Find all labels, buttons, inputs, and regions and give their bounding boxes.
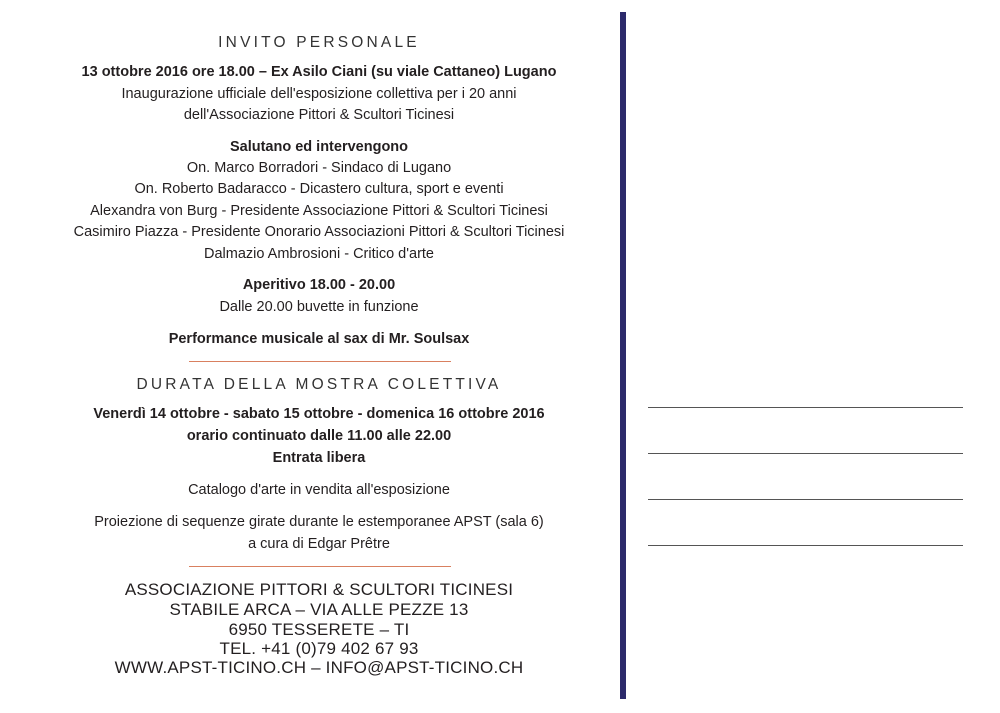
performance-line: Performance musicale al sax di Mr. Soulsax	[168, 331, 470, 347]
exhibition-title: DURATA DELLA MOSTRA COLETTIVA	[136, 376, 502, 393]
address-web: WWW.APST-TICINO.CH – INFO@APST-TICINO.CH	[114, 658, 524, 677]
exhibition-entry: Entrata libera	[272, 450, 366, 466]
speaker-item: Dalmazio Ambrosioni - Critico d'arte	[203, 246, 434, 262]
speaker-item: On. Marco Borradori - Sindaco di Lugano	[186, 160, 452, 176]
address-org: ASSOCIAZIONE PITTORI & SCULTORI TICINESI	[124, 580, 514, 599]
address-writing-line	[648, 499, 963, 500]
invitation-title: INVITO PERSONALE	[218, 34, 420, 51]
address-city: 6950 TESSERETE – TI	[228, 620, 410, 639]
event-date-line: 13 ottobre 2016 ore 18.00 – Ex Asilo Ciani (su viale Cattaneo) Lugano	[81, 64, 557, 80]
address-phone: TEL. +41 (0)79 402 67 93	[219, 639, 419, 658]
aperitivo-text: Dalle 20.00 buvette in funzione	[219, 299, 419, 315]
speaker-item: Alexandra von Burg - Presidente Associazione Pittori & Scultori Ticinesi	[90, 203, 548, 219]
speaker-item: On. Roberto Badaracco - Dicastero cultura, sport e eventi	[134, 181, 504, 197]
exhibition-dates: Venerdì 14 ottobre - sabato 15 ottobre - domenica 16 ottobre 2016	[93, 406, 545, 422]
exhibition-projection-1: Proiezione di sequenze girate durante le estemporanee APST (sala 6)	[94, 514, 544, 530]
address-street: STABILE ARCA – VIA ALLE PEZZE 13	[169, 600, 469, 619]
section-divider-rule	[189, 361, 451, 362]
exhibition-catalog: Catalogo d'arte in vendita all'esposizione	[188, 482, 450, 498]
address-divider-rule	[189, 566, 451, 567]
event-description-2: dell'Associazione Pittori & Scultori Ticinesi	[183, 107, 455, 123]
aperitivo-heading: Aperitivo 18.00 - 20.00	[242, 277, 396, 293]
speaker-item: Casimiro Piazza - Presidente Onorario Associazioni Pittori & Scultori Ticinesi	[73, 224, 565, 240]
address-writing-line	[648, 407, 963, 408]
exhibition-hours: orario continuato dalle 11.00 alle 22.00	[186, 428, 452, 444]
address-writing-line	[648, 545, 963, 546]
event-description-1: Inaugurazione ufficiale dell'esposizione collettiva per i 20 anni	[121, 86, 517, 102]
exhibition-projection-2: a cura di Edgar Prêtre	[248, 536, 390, 552]
invitation-text-panel	[30, 0, 608, 713]
address-writing-line	[648, 453, 963, 454]
speakers-heading: Salutano ed intervengono	[229, 139, 409, 155]
postcard-divider-bar	[620, 12, 626, 699]
